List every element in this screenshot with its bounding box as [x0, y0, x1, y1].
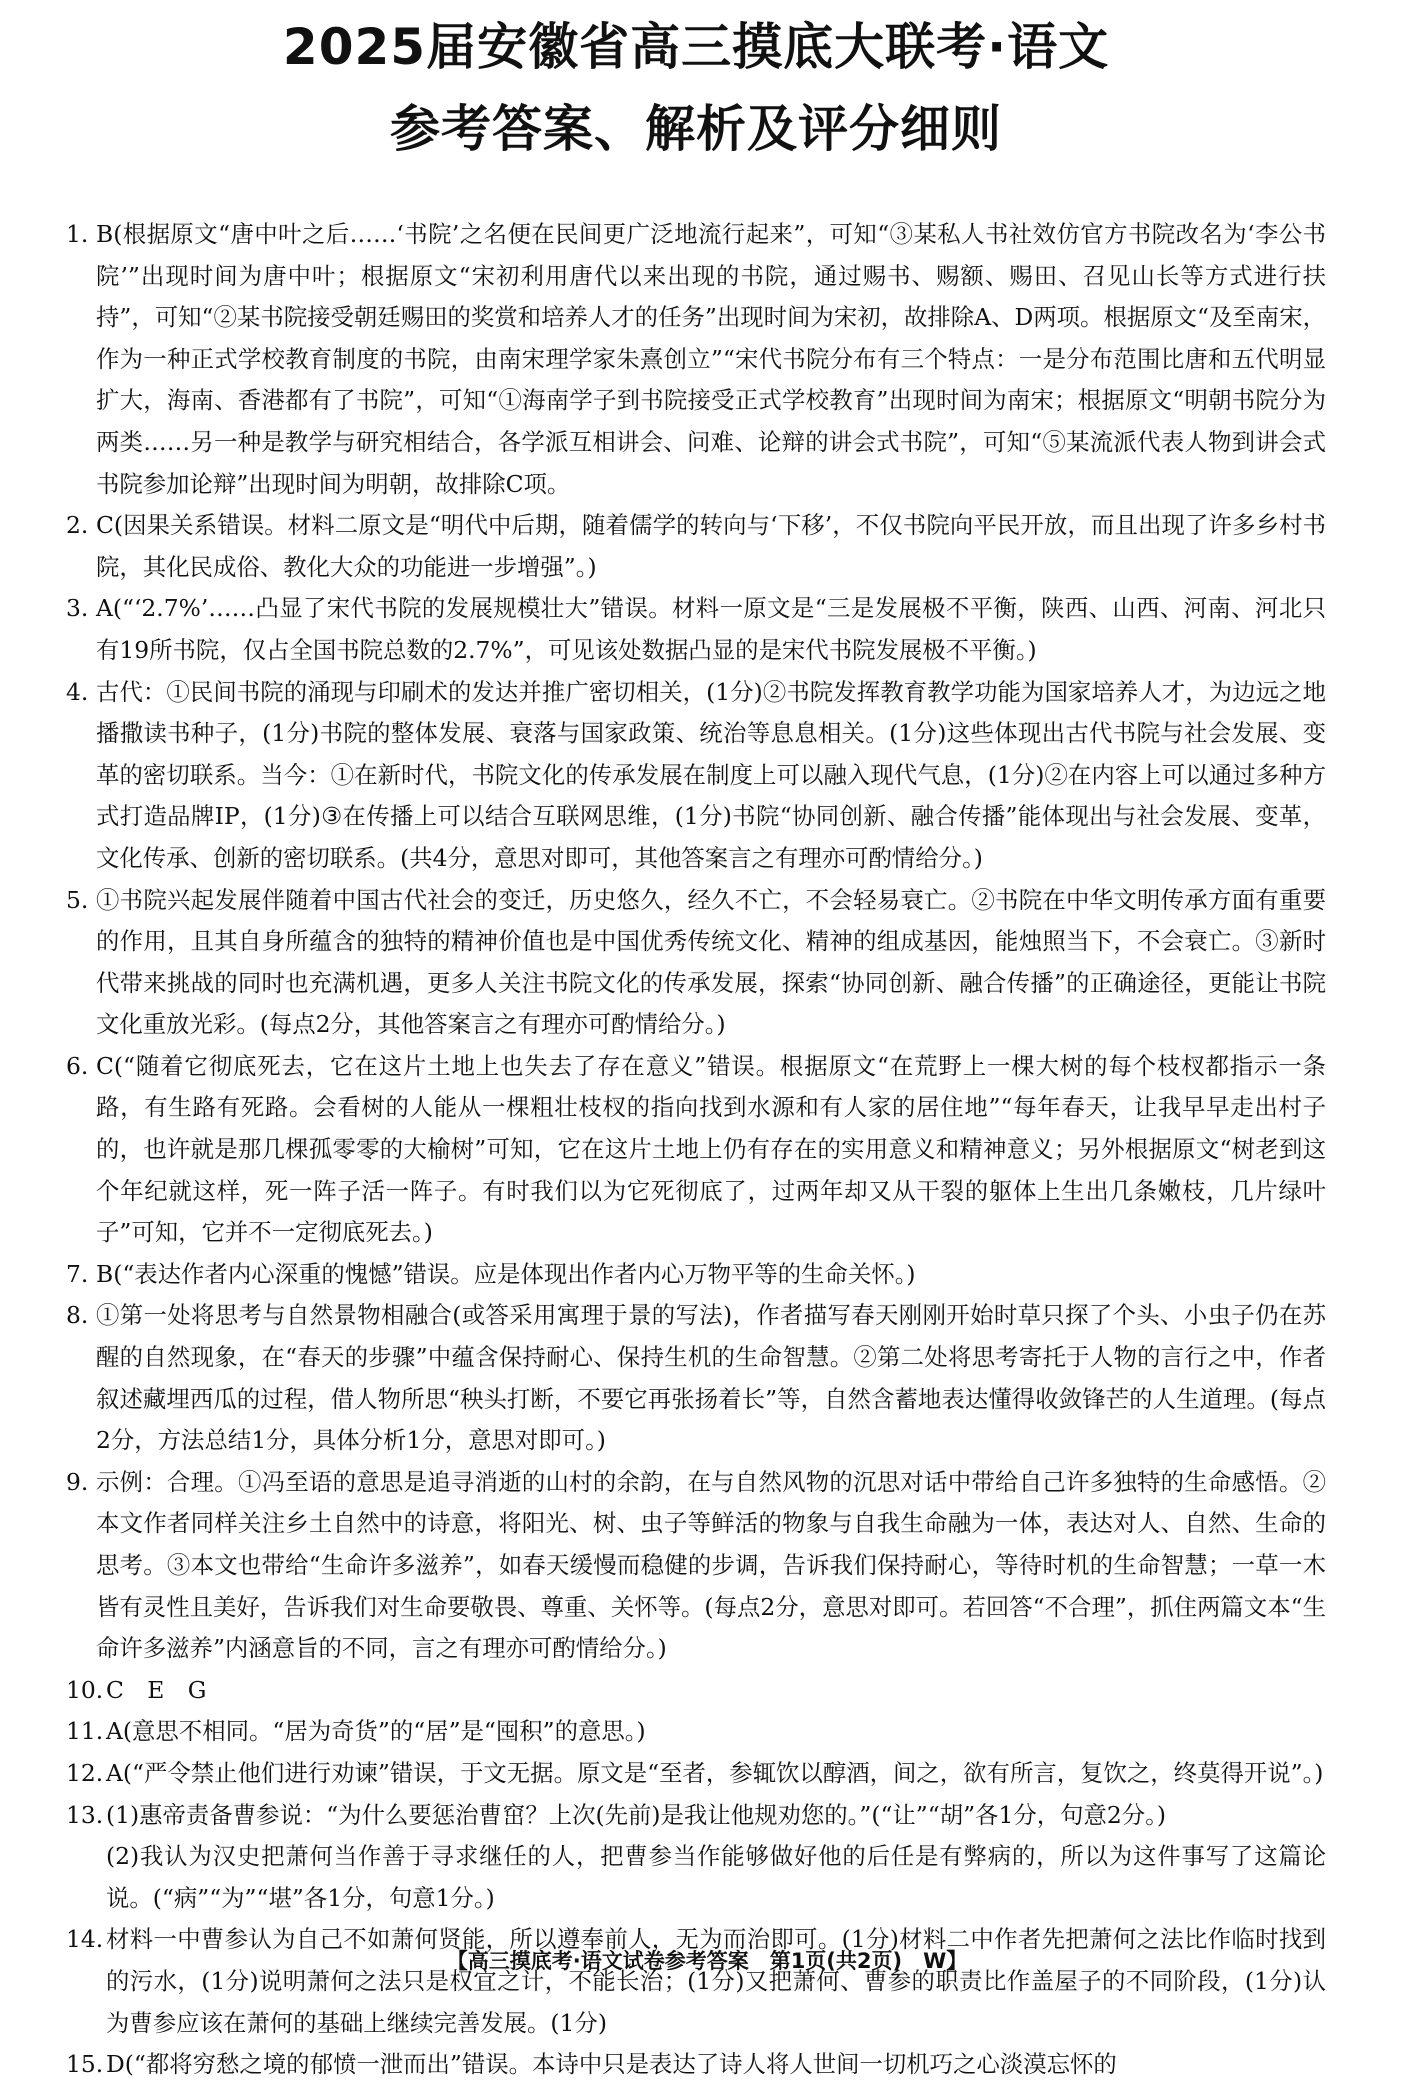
answer-text: 古代：①民间书院的涌现与印刷术的发达并推广密切相关，(1分)②书院发挥教育教学功能为国家培养人才，为边远之地播撒读书种子，(1分)书院的整体发展、衰落与国家政策、统治等息息相关。(1分)这些体现出古代书院与社会发展、变革的密切联系。当今：①在新时代，书院文化的传承发展在制度上可以融入现代气息，(1分)②在内容上可以通过多种方式打造品牌IP，(1分)③在传播上可以结合互联网思维，(1分)书院“协同创新、融合传播”能体现出与社会发展、变革，文化传承、创新的密切联系。(共4分，意思对即可，其他答案言之有理亦可酌情给分。): [96, 677, 1326, 872]
answer-text: C(因果关系错误。材料二原文是“明代中后期，随着儒学的转向与‘下移’，不仅书院向平民开放，而且出现了许多乡村书院，其化民成俗、教化大众的功能进一步增强”。): [96, 511, 1326, 581]
document-subtitle: 参考答案、解析及评分细则: [390, 100, 1002, 158]
answer-text: B(“表达作者内心深重的愧憾”错误。应是体现出作者内心万物平等的生命关怀。): [96, 1259, 916, 1288]
answer-number: 15.: [66, 2050, 104, 2079]
answer-item-13: [66, 1795, 1326, 1920]
answer-number: 12.: [66, 1758, 104, 1787]
answer-text: D(“都将穷愁之境的郁愤一泄而出”错误。本诗中只是表达了诗人将人世间一切机巧之心淡漠忘怀的: [106, 2050, 1117, 2079]
answer-number: 14.: [66, 1925, 104, 1954]
answer-number: 9.: [66, 1467, 89, 1496]
document-title: 2025届安徽省高三摸底大联考·语文: [282, 18, 1110, 76]
answer-item-1: [66, 214, 1326, 505]
answer-text: ①第一处将思考与自然景物相融合(或答采用寓理于景的写法)，作者描写春天刚刚开始时草只探了个头、小虫子仍在苏醒的自然现象，在“春天的步骤”中蕴含保持耐心、保持生机的生命智慧。②第二处将思考寄托于人物的言行之中，作者叙述藏埋西瓜的过程，借人物所思“秧头打断，不要它再张扬着长”等，自然含蓄地表达懂得收敛锋芒的人生道理。(每点2分，方法总结1分，具体分析1分，意思对即可。): [96, 1301, 1326, 1455]
page-footer: 【高三摸底考·语文试卷参考答案 第1页(共2页) W】: [446, 1949, 968, 1973]
answer-text: A(“严令禁止他们进行劝谏”错误，于文无据。原文是“至者，参辄饮以醇酒，间之，欲有所言，复饮之，终莫得开说”。): [106, 1758, 1324, 1787]
answer-text: A(意思不相同。“居为奇货”的“居”是“囤积”的意思。): [106, 1717, 646, 1746]
answer-item-8: [66, 1295, 1326, 1461]
answer-item-2: [66, 505, 1326, 588]
answer-text: 材料一中曹参认为自己不如萧何贤能，所以遵奉前人，无为而治即可。(1分)材料二中作者先把萧何之法比作临时找到的污水，(1分)说明萧何之法只是权宜之计，不能长治；(1分)又把萧何、曹参的职责比作盖屋子的不同阶段，(1分)认为曹参应该在萧何的基础上继续完善发展。(1分): [106, 1925, 1326, 2037]
answer-text: B(根据原文“唐中叶之后……‘书院’之名便在民间更广泛地流行起来”，可知“③某私人书社效仿官方书院改名为‘李公书院’”出现时间为唐中叶；根据原文“宋初利用唐代以来出现的书院，通过赐书、赐额、赐田、召见山长等方式进行扶持”，可知“②某书院接受朝廷赐田的奖赏和培养人才的任务”出现时间为宋初，故排除A、D两项。根据原文“及至南宋，作为一种正式学校教育制度的书院，由南宋理学家朱熹创立”“宋代书院分布有三个特点：一是分布范围比唐和五代明显扩大，海南、香港都有了书院”，可知“①海南学子到书院接受正式学校教育”出现时间为南宋；根据原文“明朝书院分为两类……另一种是教学与研究相结合，各学派互相讲会、问难、论辩的讲会式书院”，可知“⑤某流派代表人物到讲会式书院参加论辩”出现时间为明朝，故排除C项。: [96, 220, 1326, 498]
answer-text: C(“随着它彻底死去，它在这片土地上也失去了存在意义”错误。根据原文“在荒野上一棵大树的每个枝杈都指示一条路，有生路有死路。会看树的人能从一棵粗壮枝杈的指向找到水源和有人家的居住地”“每年春天，让我早早走出村子的，也许就是那几棵孤零零的大榆树”可知，它在这片土地上仍有存在的实用意义和精神意义；另外根据原文“树老到这个年纪就这样，死一阵子活一阵子。有时我们以为它死彻底了，过两年却又从干裂的躯体上生出几条嫩枝，几片绿叶子”可知，它并不一定彻底死去。): [96, 1051, 1326, 1247]
answer-subtext: (2)我认为汉史把萧何当作善于寻求继任的人，把曹参当作能够做好他的后任是有弊病的，所以为这件事写了这篇论说。(“病”“为”“堪”各1分，句意1分。): [106, 1842, 1326, 1912]
answer-text: (1)惠帝责备曹参说：“为什么要惩治曹窋？上次(先前)是我让他规劝您的。”(“让”“胡”各1分，句意2分。): [106, 1800, 1166, 1829]
answer-text: A(“‘2.7%’……凸显了宋代书院的发展规模壮大”错误。材料一原文是“三是发展极不平衡，陕西、山西、河南、河北只有19所书院，仅占全国书院总数的2.7%”，可见该处数据凸显的是宋代书院发展极不平衡。): [96, 594, 1326, 664]
answer-item-6: [66, 1046, 1326, 1254]
answer-number: 2.: [66, 511, 89, 540]
answer-item-11: [66, 1711, 1326, 1753]
answer-number: 8.: [66, 1301, 89, 1330]
answer-number: 3.: [66, 594, 89, 623]
answer-text: 示例：合理。①冯至语的意思是追寻消逝的山村的余韵，在与自然风物的沉思对话中带给自己许多独特的生命感悟。②本文作者同样关注乡土自然中的诗意，将阳光、树、虫子等鲜活的物象与自我生命融为一体，表达对人、自然、生命的思考。③本文也带给“生命许多滋养”，如春天缓慢而稳健的步调，告诉我们保持耐心，等待时机的生命智慧；一草一木皆有灵性且美好，告诉我们对生命要敬畏、尊重、关怀等。(每点2分，意思对即可。若回答“不合理”，抓住两篇文本“生命许多滋养”内涵意旨的不同，言之有理亦可酌情给分。): [96, 1467, 1326, 1663]
answer-number: 5.: [66, 885, 89, 914]
answer-number: 6.: [66, 1051, 89, 1080]
answer-item-15: [66, 2044, 1326, 2086]
answer-number: 11.: [66, 1717, 104, 1746]
answer-list: [66, 214, 1326, 2086]
answer-number: 4.: [66, 677, 89, 706]
answer-text: C E G: [106, 1675, 207, 1704]
answer-item-14: [66, 1919, 1326, 2044]
answer-item-3: [66, 588, 1326, 671]
answer-item-5: [66, 880, 1326, 1046]
answer-item-10: [66, 1670, 1326, 1712]
answer-text: ①书院兴起发展伴随着中国古代社会的变迁，历史悠久，经久不亡，不会轻易衰亡。②书院在中华文明传承方面有重要的作用，且其自身所蕴含的独特的精神价值也是中国优秀传统文化、精神的组成基因，能烛照当下，不会衰亡。③新时代带来挑战的同时也充满机遇，更多人关注书院文化的传承发展，探索“协同创新、融合传播”的正确途径，更能让书院文化重放光彩。(每点2分，其他答案言之有理亦可酌情给分。): [96, 885, 1326, 1039]
answer-number: 1.: [66, 220, 89, 248]
answer-number: 7.: [66, 1259, 89, 1288]
answer-number: 13.: [66, 1800, 104, 1829]
answer-item-12: [66, 1753, 1326, 1795]
answer-number: 10.: [66, 1675, 104, 1704]
title-block: [66, 0, 1326, 170]
answer-item-9: [66, 1462, 1326, 1670]
answer-item-7: [66, 1254, 1326, 1296]
answer-item-4: [66, 672, 1326, 880]
